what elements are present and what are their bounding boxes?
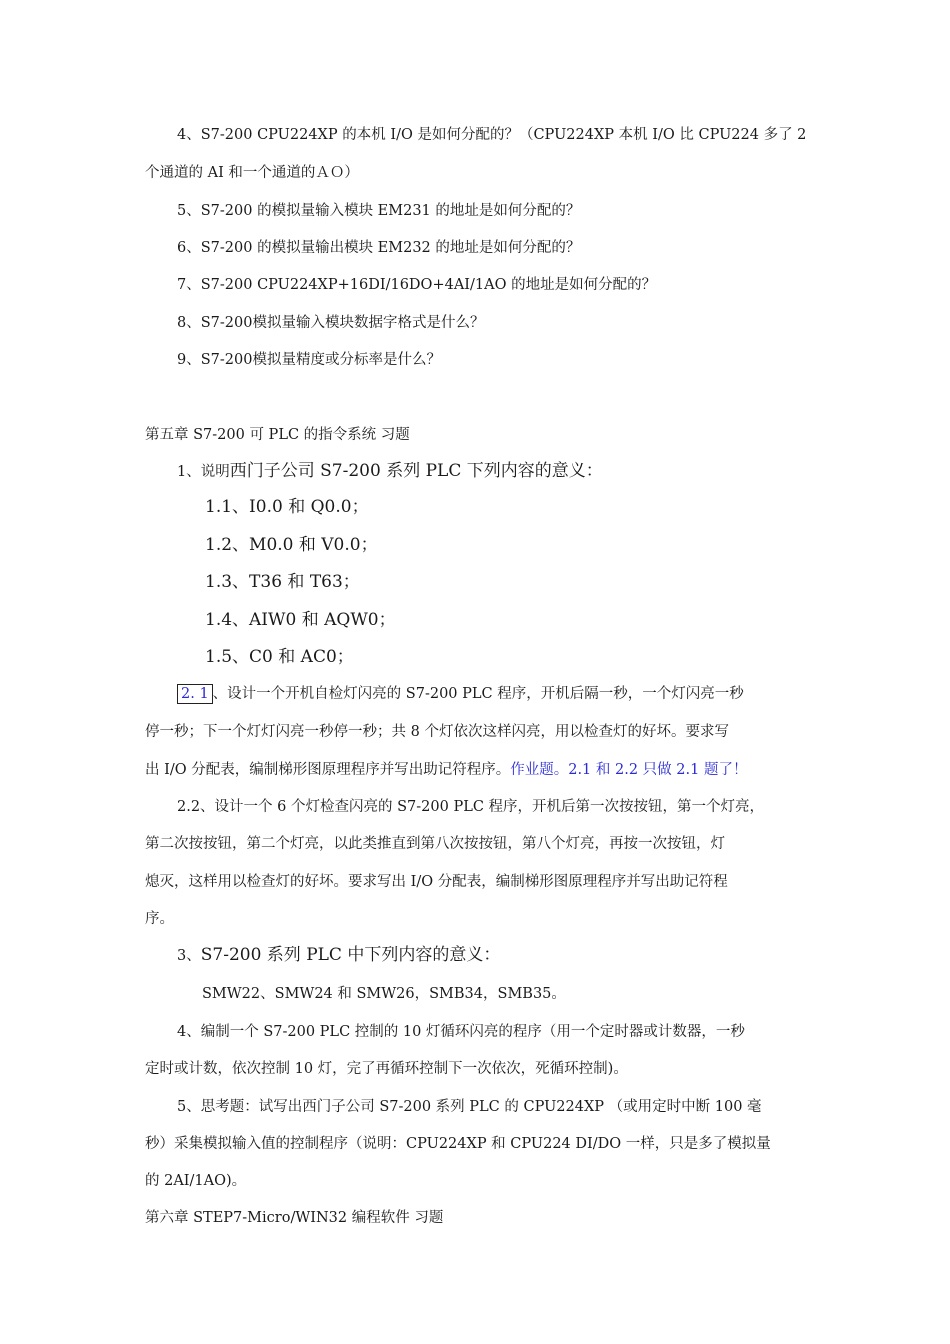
ch5-q22-line4: 序。 [145,911,174,927]
ch5-q21-line2: 停一秒；下一个灯灯闪亮一秒停一秒；共 8 个灯依次这样闪亮，用以检查灯的好坏。要求写 [145,724,729,740]
ch5-q21-line3-text: 出 I/O 分配表，编制梯形图原理程序并写出助记符程序。 [145,762,511,778]
ch6-heading: 第六章 STEP7-Micro/WIN32 编程软件 习题 [145,1210,444,1226]
ch4-q9: 9、S7-200模拟量精度或分标率是什么？ [177,352,441,368]
ch5-q1-item: 1.3、T36 和 T63； [205,572,360,592]
ch5-q1-prefix: 1、说明 [177,464,230,480]
ch5-q4-line2: 定时或计数，依次控制 10 灯，完了再循环控制下一次依次，死循环控制)。 [145,1061,628,1077]
ch5-q5-line1: 5、思考题：试写出西门子公司 S7-200 系列 PLC 的 CPU224XP （或用定时中断 100 毫 [177,1099,762,1115]
ch5-q3-main: S7-200 系列 PLC 中下列内容的意义： [200,945,501,965]
ch4-q6: 6、S7-200 的模拟量输出模块 EM232 的地址是如何分配的？ [177,240,581,256]
ch5-q22-line1: 2.2、设计一个 6 个灯检查闪亮的 S7-200 PLC 程序，开机后第一次按按钮，第一个灯亮， [177,799,765,815]
ch4-q7: 7、S7-200 CPU224XP+16DI/16DO+4AI/1AO 的地址是如何分配的？ [177,277,657,293]
ch5-q1-item: 1.5、C0 和 AC0； [205,647,354,667]
ch5-q22-line3: 熄灭，这样用以检查灯的好坏。要求写出 I/O 分配表，编制梯形图原理程序并写出助记符程 [145,874,728,890]
ch5-homework-note: 作业题。2.1 和 2.2 只做 2.1 题了！ [510,762,748,778]
ch4-q4-line2: 个通道的 AI 和一个通道的ＡＯ） [145,165,359,181]
ch5-q1-item: 1.4、AIW0 和 AQW0； [205,610,396,630]
ch5-q21-line3 [145,760,747,780]
ch5-q3 [177,944,500,966]
ch5-q21-number-box: 2. 1 [177,684,213,704]
ch4-q8: 8、S7-200模拟量输入模块数据字格式是什么？ [177,315,485,331]
ch5-q21-text: 、设计一个开机自检灯闪亮的 S7-200 PLC 程序，开机后隔一秒，一个灯闪亮一秒 [212,686,744,702]
ch5-q5-line3: 的 2AI/1AO)。 [145,1173,247,1189]
ch5-q1-item: 1.1、I0.0 和 Q0.0； [205,497,369,517]
ch5-q1 [177,460,603,482]
ch5-q3-prefix: 3、 [177,948,201,964]
ch5-q1-item: 1.2、M0.0 和 V0.0； [205,535,378,555]
ch4-q4-line1: 4、S7-200 CPU224XP 的本机 I/O 是如何分配的？（CPU224XP 本机 I/O 比 CPU224 多了 2 [177,127,807,143]
ch5-q21-line1 [177,684,744,704]
ch5-q4-line1: 4、编制一个 S7-200 PLC 控制的 10 灯循环闪亮的程序（用一个定时器或计数器，一秒 [177,1024,745,1040]
ch5-q1-main: 西门子公司 S7-200 系列 PLC 下列内容的意义： [229,461,603,481]
ch5-q22-line2: 第二次按按钮，第二个灯亮，以此类推直到第八次按按钮，第八个灯亮，再按一次按钮，灯 [145,836,725,852]
ch5-heading: 第五章 S7-200 可 PLC 的指令系统 习题 [145,427,410,443]
ch5-q3-sub: SMW22、SMW24 和 SMW26，SMB34，SMB35。 [202,986,566,1002]
ch5-q5-line2: 秒）采集模拟输入值的控制程序（说明：CPU224XP 和 CPU224 DI/DO 一样，只是多了模拟量 [145,1136,771,1152]
ch4-q5: 5、S7-200 的模拟量输入模块 EM231 的地址是如何分配的？ [177,203,581,219]
